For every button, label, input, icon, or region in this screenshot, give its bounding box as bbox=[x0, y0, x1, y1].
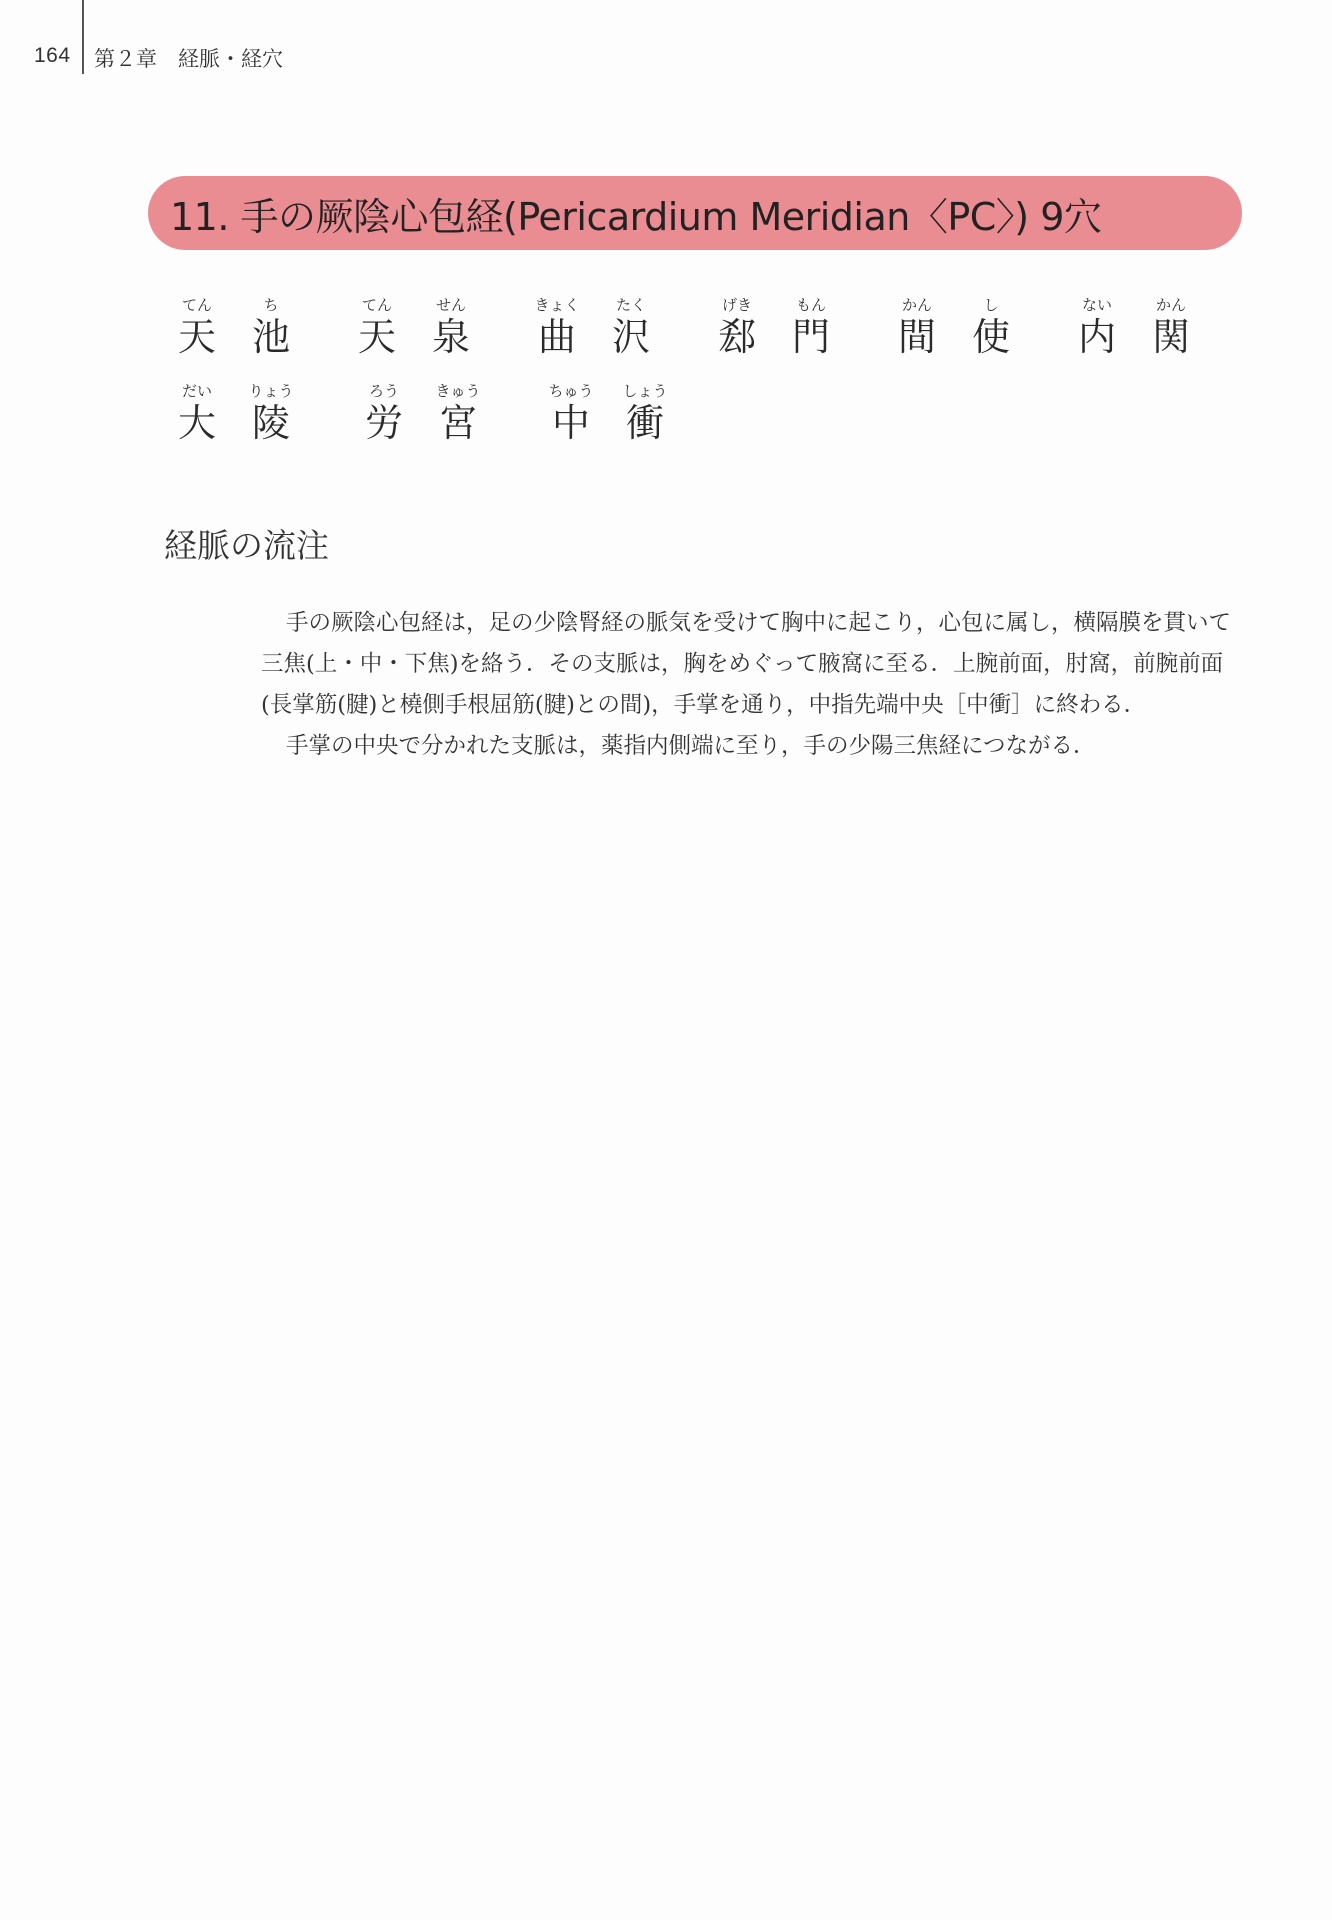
kanji: 曲 bbox=[537, 315, 576, 359]
page-number: 164 bbox=[34, 44, 71, 67]
furigana: ない bbox=[1081, 296, 1112, 314]
kanji: 陵 bbox=[251, 401, 290, 445]
acupoint-char bbox=[421, 382, 495, 468]
acupoint-char bbox=[234, 382, 308, 468]
kanji: 泉 bbox=[431, 315, 470, 359]
acupoint-char bbox=[1134, 296, 1208, 382]
furigana: りょう bbox=[248, 382, 294, 400]
furigana: せん bbox=[435, 296, 466, 314]
acupoint-char bbox=[1060, 296, 1134, 382]
kanji: 宮 bbox=[438, 401, 477, 445]
kanji: 門 bbox=[791, 315, 830, 359]
furigana: かん bbox=[1155, 296, 1186, 314]
paragraph: 手掌の中央で分かれた支脈は，薬指内側端に至り，手の少陽三焦経につながる． bbox=[286, 733, 1096, 759]
paragraph: 手の厥陰心包経は，足の少陰腎経の脈気を受けて胸中に起こり，心包に属し，横隔膜を貫いて三焦(上・中・下焦)を絡う．その支脈は，胸をめぐって腋窩に至る．上腕前面，肘窩，前腕前面(長掌筋(腱)と橈側手根屈筋(腱)との間)，手掌を通り，中指先端中央［中衝］に終わる． bbox=[261, 610, 1232, 718]
furigana: ろう bbox=[368, 382, 399, 400]
kanji: 間 bbox=[897, 315, 936, 359]
acupoint-char bbox=[774, 296, 848, 382]
acupoint bbox=[160, 296, 340, 382]
furigana: だい bbox=[181, 382, 212, 400]
furigana: ちゅう bbox=[548, 382, 594, 400]
acupoint-char bbox=[520, 296, 594, 382]
acupoint bbox=[340, 296, 520, 382]
kanji: 労 bbox=[364, 401, 403, 445]
furigana: かん bbox=[901, 296, 932, 314]
acupoint-char bbox=[594, 296, 668, 382]
acupoint bbox=[880, 296, 1060, 382]
acupoint bbox=[160, 382, 347, 468]
kanji: 中 bbox=[551, 401, 590, 445]
kanji: 沢 bbox=[611, 315, 650, 359]
furigana: し bbox=[983, 296, 999, 314]
kanji: 使 bbox=[971, 315, 1010, 359]
furigana: しょう bbox=[622, 382, 668, 400]
furigana: てん bbox=[181, 296, 212, 314]
acupoint-char bbox=[160, 382, 234, 468]
acupoint bbox=[520, 296, 700, 382]
furigana: きゅう bbox=[435, 382, 481, 400]
section-title: 11. 手の厥陰心包経(Pericardium Meridian〈PC〉) 9穴 bbox=[170, 194, 1102, 239]
acupoint-row bbox=[160, 296, 1240, 382]
kanji: 郄 bbox=[717, 315, 756, 359]
acupoint-char bbox=[234, 296, 308, 382]
acupoint-char bbox=[954, 296, 1028, 382]
acupoint-list bbox=[160, 296, 1240, 468]
page-header bbox=[0, 0, 600, 90]
furigana: もん bbox=[795, 296, 826, 314]
furigana: きょく bbox=[534, 296, 580, 314]
kanji: 天 bbox=[177, 315, 216, 359]
acupoint-char bbox=[880, 296, 954, 382]
furigana: げき bbox=[721, 296, 752, 314]
kanji: 衝 bbox=[625, 401, 664, 445]
acupoint bbox=[534, 382, 721, 468]
section-banner bbox=[148, 176, 1242, 250]
acupoint-row bbox=[160, 382, 1240, 468]
chapter-title: 第２章 経脈・経穴 bbox=[94, 47, 283, 71]
furigana: てん bbox=[361, 296, 392, 314]
flow-heading: 経脈の流注 bbox=[164, 526, 329, 565]
kanji: 池 bbox=[251, 315, 290, 359]
acupoint bbox=[700, 296, 880, 382]
kanji: 内 bbox=[1077, 315, 1116, 359]
kanji: 関 bbox=[1151, 315, 1190, 359]
header-divider bbox=[82, 0, 84, 74]
kanji: 天 bbox=[357, 315, 396, 359]
furigana: たく bbox=[615, 296, 646, 314]
kanji: 大 bbox=[177, 401, 216, 445]
acupoint-char bbox=[347, 382, 421, 468]
acupoint-char bbox=[160, 296, 234, 382]
acupoint bbox=[1060, 296, 1240, 382]
acupoint-char bbox=[414, 296, 488, 382]
flow-description bbox=[261, 603, 1236, 767]
acupoint-char bbox=[700, 296, 774, 382]
acupoint-char bbox=[340, 296, 414, 382]
acupoint bbox=[347, 382, 534, 468]
acupoint-char bbox=[608, 382, 682, 468]
acupoint-char bbox=[534, 382, 608, 468]
furigana: ち bbox=[263, 296, 279, 314]
